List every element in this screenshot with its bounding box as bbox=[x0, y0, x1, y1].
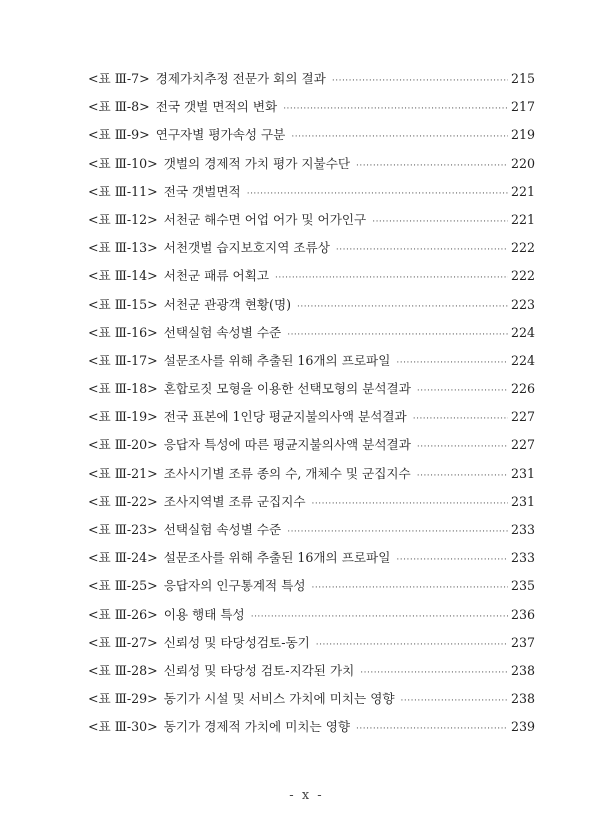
dot-leader bbox=[332, 76, 508, 86]
toc-entry[interactable] bbox=[88, 406, 535, 434]
table-title: 갯벌의 경제적 가치 평가 지불수단 bbox=[163, 155, 351, 171]
toc-entry[interactable] bbox=[88, 547, 535, 575]
toc-entry[interactable] bbox=[88, 434, 535, 462]
table-title: 조사지역별 조류 군집지수 bbox=[163, 493, 306, 509]
toc-entry[interactable] bbox=[88, 350, 535, 378]
dot-leader bbox=[401, 696, 508, 706]
table-of-contents-list bbox=[88, 68, 535, 745]
table-number-label: <표 Ⅲ-23> bbox=[88, 522, 158, 537]
dot-leader bbox=[251, 612, 508, 622]
table-number-label: <표 Ⅲ-29> bbox=[88, 691, 158, 707]
table-title: 전국 갯벌면적 bbox=[163, 183, 241, 199]
table-title: 동기가 경제적 가치에 미치는 영향 bbox=[163, 719, 351, 735]
table-number-label: <표 Ⅲ-10> bbox=[88, 155, 158, 171]
toc-entry[interactable] bbox=[88, 463, 535, 491]
table-number-label: <표 Ⅲ-19> bbox=[88, 409, 158, 425]
dot-leader bbox=[287, 330, 508, 340]
toc-entry[interactable] bbox=[88, 153, 535, 181]
table-title: 선택실험 속성별 수준 bbox=[163, 522, 282, 537]
toc-entry[interactable] bbox=[88, 519, 535, 547]
table-title: 조사시기별 조류 종의 수, 개체수 및 군집지수 bbox=[163, 465, 411, 481]
dot-leader bbox=[360, 668, 508, 678]
table-title: 경제가치추정 전문가 회의 결과 bbox=[155, 71, 326, 86]
page-number: 220 bbox=[510, 155, 535, 171]
page-number: 233 bbox=[510, 550, 535, 566]
table-number-label: <표 Ⅲ-11> bbox=[88, 183, 158, 199]
table-title: 설문조사를 위해 추출된 16개의 프로파일 bbox=[163, 352, 391, 368]
table-number-label: <표 Ⅲ-15> bbox=[88, 296, 158, 312]
table-number-label: <표 Ⅲ-26> bbox=[88, 606, 158, 622]
dot-leader bbox=[316, 640, 508, 650]
dot-leader bbox=[413, 414, 508, 424]
dot-leader bbox=[336, 245, 508, 255]
page-number: 217 bbox=[510, 99, 535, 115]
page-number: 221 bbox=[510, 183, 535, 199]
dot-leader bbox=[312, 499, 508, 509]
toc-entry[interactable] bbox=[88, 688, 535, 716]
table-title: 연구자별 평가속성 구분 bbox=[155, 127, 286, 143]
dot-leader bbox=[372, 217, 508, 227]
table-title: 이용 행태 특성 bbox=[163, 606, 245, 622]
dot-leader bbox=[396, 555, 508, 565]
table-number-label: <표 Ⅲ-22> bbox=[88, 493, 158, 509]
dot-leader bbox=[396, 358, 508, 368]
toc-entry[interactable] bbox=[88, 237, 535, 265]
table-number-label: <표 Ⅲ-18> bbox=[88, 381, 158, 397]
page-number: 224 bbox=[510, 324, 535, 340]
dot-leader bbox=[287, 527, 508, 537]
page-number: 231 bbox=[510, 465, 535, 481]
dot-leader bbox=[312, 583, 508, 593]
toc-entry[interactable] bbox=[88, 660, 535, 688]
toc-entry[interactable] bbox=[88, 265, 535, 293]
dot-leader bbox=[297, 302, 508, 312]
dot-leader bbox=[417, 471, 508, 481]
table-title: 서천군 패류 어획고 bbox=[163, 268, 270, 284]
page-number: 215 bbox=[510, 71, 535, 86]
table-title: 신뢰성 및 타당성 검토-지각된 가치 bbox=[163, 662, 355, 678]
table-number-label: <표 Ⅲ-17> bbox=[88, 352, 158, 368]
toc-entry[interactable] bbox=[88, 209, 535, 237]
table-title: 전국 갯벌 면적의 변화 bbox=[155, 99, 278, 115]
dot-leader bbox=[247, 189, 508, 199]
toc-entry[interactable] bbox=[88, 181, 535, 209]
dot-leader bbox=[275, 273, 508, 283]
table-number-label: <표 Ⅲ-14> bbox=[88, 268, 158, 284]
table-number-label: <표 Ⅲ-28> bbox=[88, 662, 158, 678]
toc-entry[interactable] bbox=[88, 322, 535, 350]
page-number: 223 bbox=[510, 296, 535, 312]
table-title: 설문조사를 위해 추출된 16개의 프로파일 bbox=[163, 550, 391, 566]
table-title: 동기가 시설 및 서비스 가치에 미치는 영향 bbox=[163, 691, 395, 707]
dot-leader bbox=[417, 442, 508, 452]
page-number: 227 bbox=[510, 409, 535, 425]
toc-entry[interactable] bbox=[88, 96, 535, 124]
dot-leader bbox=[356, 161, 508, 171]
table-title: 응답자 특성에 따른 평균지불의사액 분석결과 bbox=[163, 437, 411, 453]
toc-entry[interactable] bbox=[88, 604, 535, 632]
toc-entry[interactable] bbox=[88, 491, 535, 519]
toc-entry[interactable] bbox=[88, 68, 535, 96]
table-title: 서천군 해수면 어업 어가 및 어가인구 bbox=[163, 211, 367, 227]
toc-entry[interactable] bbox=[88, 575, 535, 603]
table-title: 응답자의 인구통계적 특성 bbox=[163, 578, 306, 594]
table-number-label: <표 Ⅲ-30> bbox=[88, 719, 158, 735]
page-number: 231 bbox=[510, 493, 535, 509]
table-title: 서천군 관광객 현황(명) bbox=[163, 296, 292, 312]
page-number: 236 bbox=[510, 606, 535, 622]
toc-entry[interactable] bbox=[88, 378, 535, 406]
page-number: 224 bbox=[510, 352, 535, 368]
dot-leader bbox=[356, 724, 508, 734]
page-number: 222 bbox=[510, 268, 535, 284]
page-number: 222 bbox=[510, 240, 535, 256]
table-number-label: <표 Ⅲ-7> bbox=[88, 71, 150, 86]
page-number: 238 bbox=[510, 691, 535, 707]
page-number: 227 bbox=[510, 437, 535, 453]
page-number-footer: - x - bbox=[289, 788, 324, 803]
page-number: 235 bbox=[510, 578, 535, 594]
table-number-label: <표 Ⅲ-8> bbox=[88, 99, 150, 115]
table-number-label: <표 Ⅲ-13> bbox=[88, 240, 158, 256]
table-number-label: <표 Ⅲ-21> bbox=[88, 465, 158, 481]
table-title: 서천갯벌 습지보호지역 조류상 bbox=[163, 240, 330, 256]
toc-entry[interactable] bbox=[88, 632, 535, 660]
table-title: 전국 표본에 1인당 평균지불의사액 분석결과 bbox=[163, 409, 407, 425]
toc-entry[interactable] bbox=[88, 294, 535, 322]
table-title: 혼합로짓 모형을 이용한 선택모형의 분석결과 bbox=[163, 381, 411, 397]
dot-leader bbox=[283, 104, 508, 114]
page-number: 237 bbox=[510, 634, 535, 650]
table-number-label: <표 Ⅲ-24> bbox=[88, 550, 158, 566]
dot-leader bbox=[291, 132, 508, 142]
table-number-label: <표 Ⅲ-9> bbox=[88, 127, 150, 143]
table-number-label: <표 Ⅲ-27> bbox=[88, 634, 158, 650]
page-number: 238 bbox=[510, 662, 535, 678]
table-title: 선택실험 속성별 수준 bbox=[163, 324, 282, 340]
toc-entry[interactable] bbox=[88, 124, 535, 152]
dot-leader bbox=[417, 386, 508, 396]
page-number: 221 bbox=[510, 211, 535, 227]
page-number: 219 bbox=[510, 127, 535, 143]
page-number: 226 bbox=[510, 381, 535, 397]
table-number-label: <표 Ⅲ-12> bbox=[88, 211, 158, 227]
page-number: 239 bbox=[510, 719, 535, 735]
table-number-label: <표 Ⅲ-16> bbox=[88, 324, 158, 340]
page-number: 233 bbox=[510, 522, 535, 537]
table-number-label: <표 Ⅲ-25> bbox=[88, 578, 158, 594]
table-number-label: <표 Ⅲ-20> bbox=[88, 437, 158, 453]
toc-entry[interactable] bbox=[88, 716, 535, 744]
table-title: 신뢰성 및 타당성검토-동기 bbox=[163, 634, 310, 650]
